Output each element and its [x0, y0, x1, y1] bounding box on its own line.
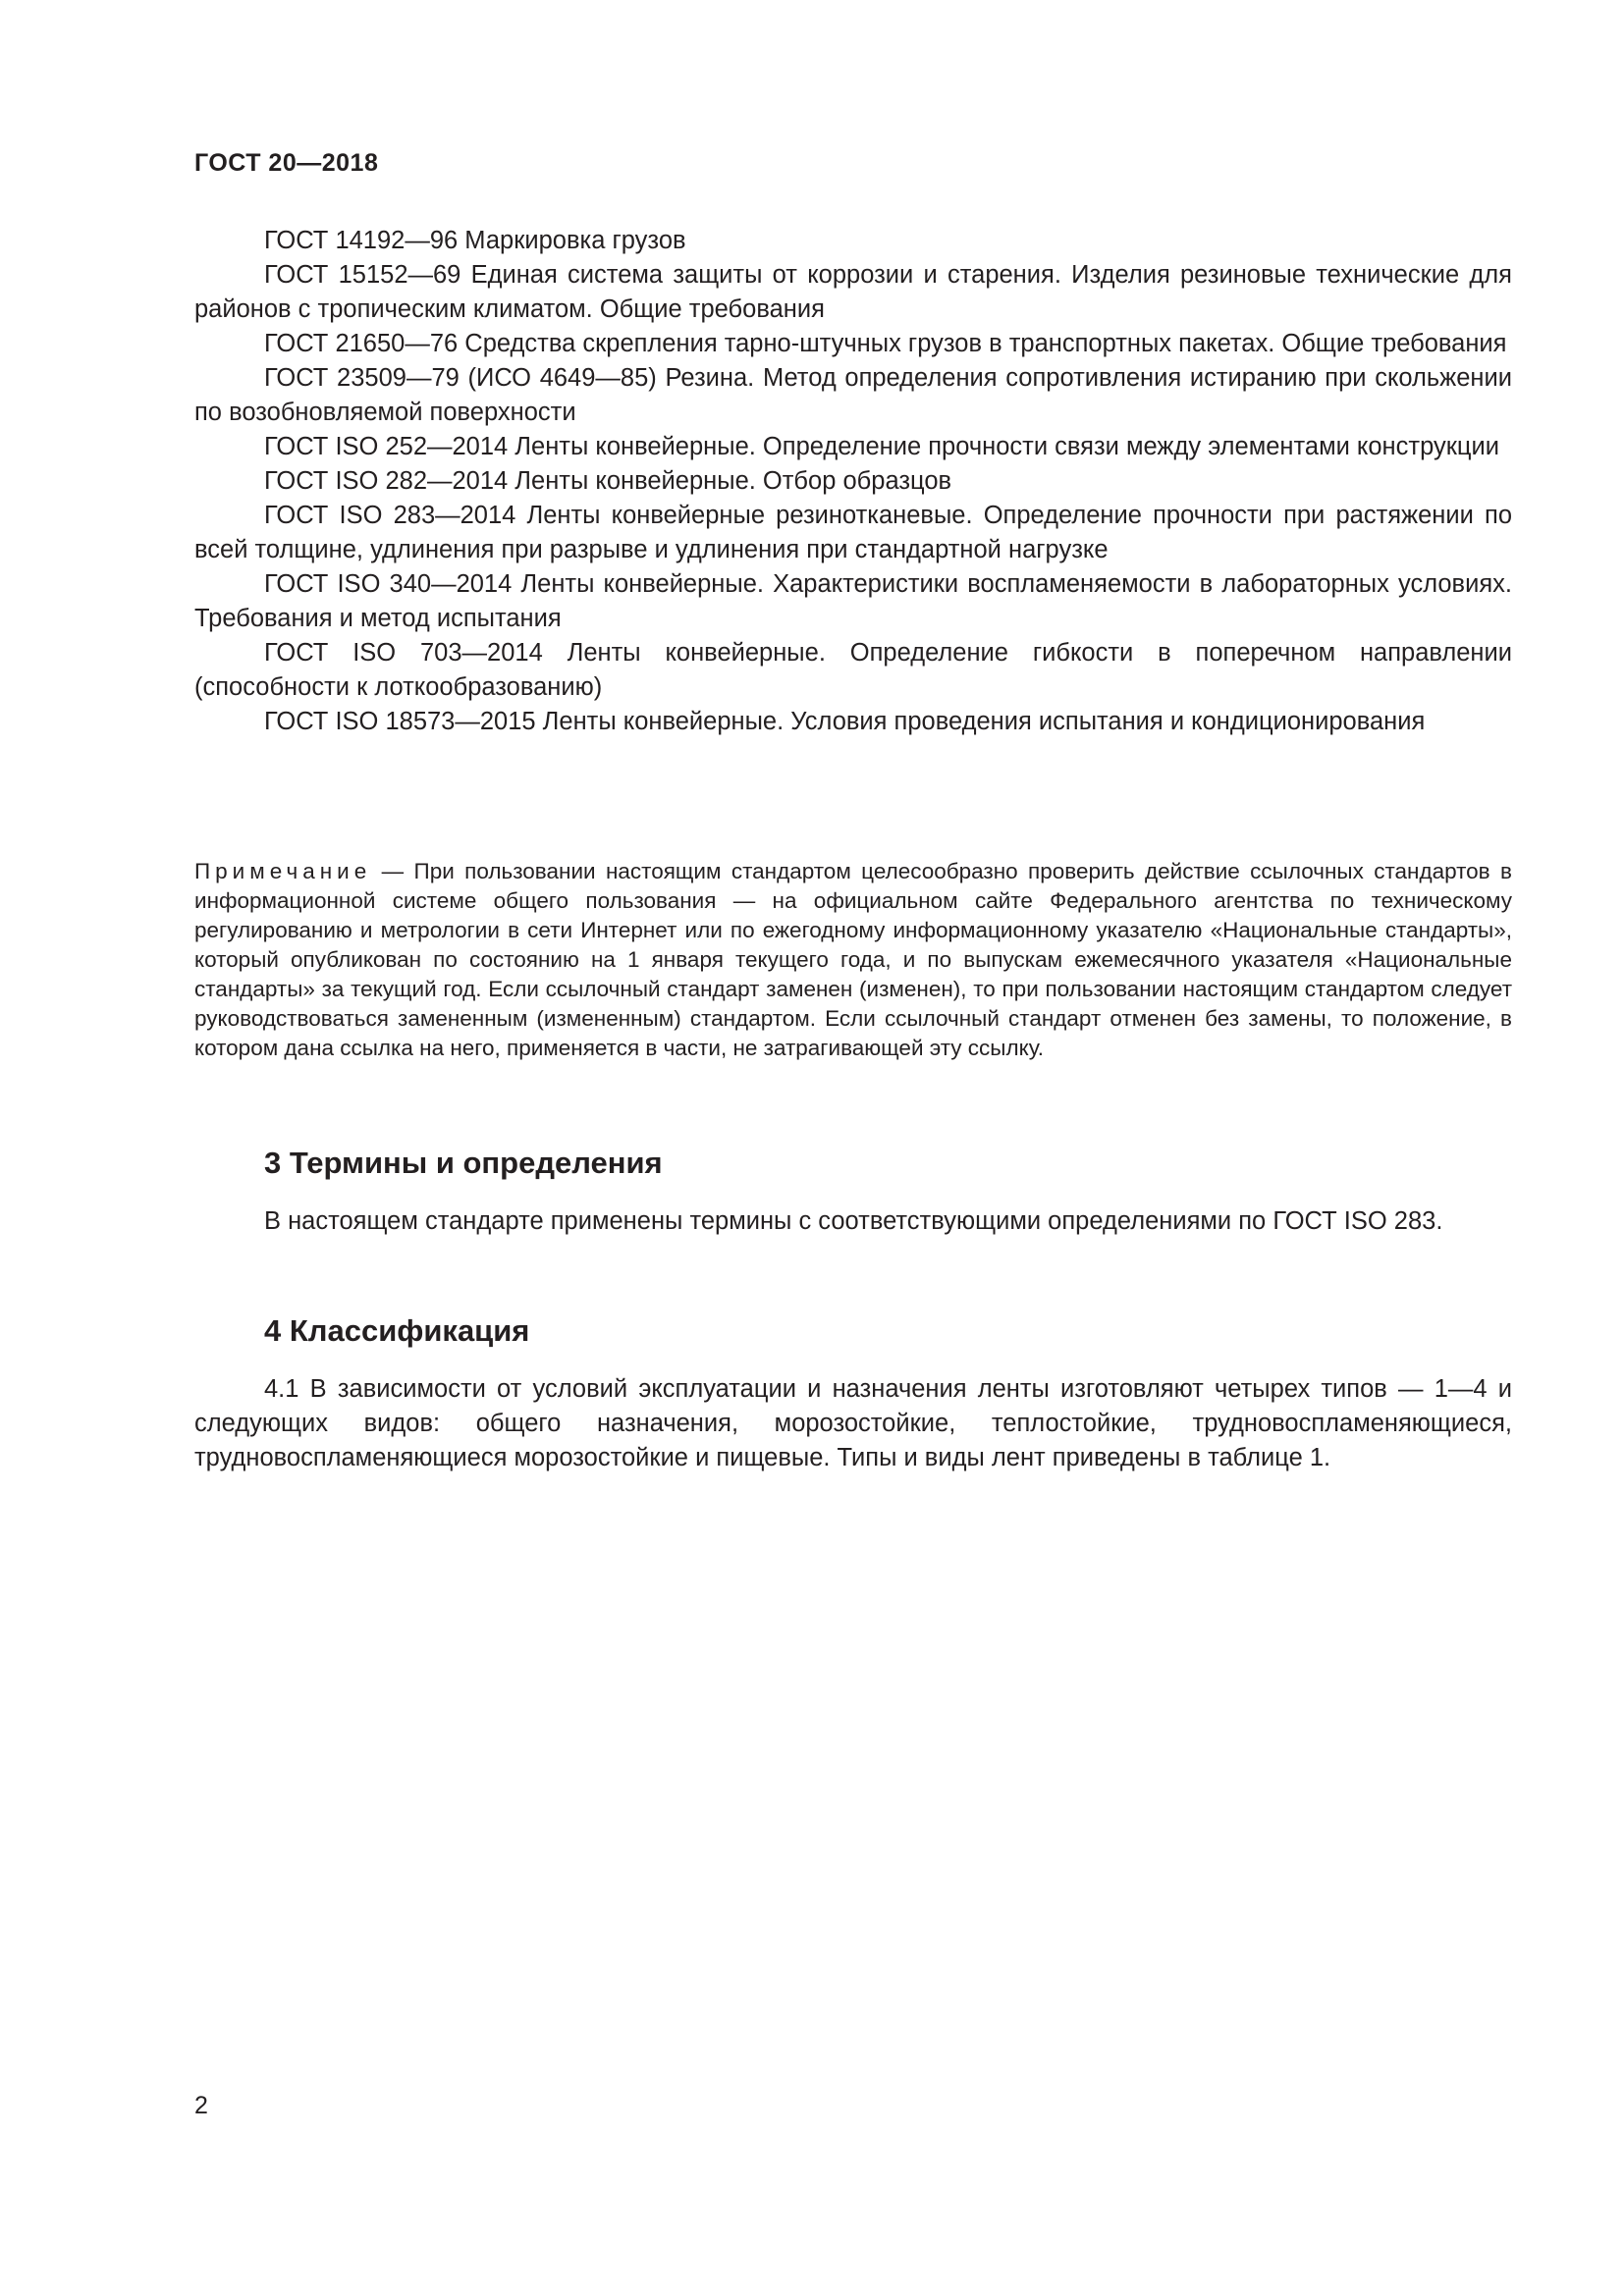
section-3-title: 3 Термины и определения — [264, 1146, 663, 1180]
reference-item: ГОСТ 21650—76 Средства скрепления тарно-штучных грузов в транспортных пакетах. Общие требования — [264, 330, 1507, 357]
reference-item: ГОСТ ISO 18573—2015 Ленты конвейерные. Условия проведения испытания и кондиционирования — [264, 708, 1426, 735]
reference-note — [194, 857, 1512, 1063]
section-3-text: В настоящем стандарте применены термины с соответствующими определениями по ГОСТ ISO 283. — [264, 1207, 1443, 1235]
document-header: ГОСТ 20—2018 — [194, 149, 379, 177]
reference-item: ГОСТ 23509—79 (ИСО 4649—85) Резина. Метод определения сопротивления истиранию при скольжении по возобновляемой поверхности — [194, 364, 1512, 426]
reference-item: ГОСТ ISO 340—2014 Ленты конвейерные. Характеристики воспламеняемости в лабораторных условиях. Требования и метод испытания — [194, 570, 1512, 632]
normative-references-list — [194, 224, 1512, 739]
section-4-title: 4 Классификация — [264, 1313, 530, 1348]
section-4-text: 4.1 В зависимости от условий эксплуатации и назначения ленты изготовляют четырех типов — 1—4 и следующих видов: общего назначения, морозостойкие, теплостойкие, трудновоспламеняющиеся, трудновоспламеняющиеся морозостойкие и пищевые. Типы и виды лент приведены в таблице 1. — [194, 1375, 1512, 1471]
page-number: 2 — [194, 2092, 208, 2119]
note-label: Примечание — [194, 859, 372, 883]
reference-item: ГОСТ 15152—69 Единая система защиты от коррозии и старения. Изделия резиновые технические для районов с тропическим климатом. Общие требования — [194, 261, 1512, 323]
reference-item: ГОСТ ISO 282—2014 Ленты конвейерные. Отбор образцов — [264, 467, 952, 495]
reference-item: ГОСТ 14192—96 Маркировка грузов — [264, 227, 686, 254]
reference-item: ГОСТ ISO 283—2014 Ленты конвейерные резинотканевые. Определение прочности при растяжении по всей толщине, удлинения при разрыве и удлинения при стандартной нагрузке — [194, 502, 1512, 563]
note-text: — При пользовании настоящим стандартом целесообразно проверить действие ссылочных стандартов в информационной системе общего пользования — на официальном сайте Федерального агентства по техническому регулированию и метрологии в сети Интернет или по ежегодному информационному указателю «Национальные стандарты», который опубликован по состоянию на 1 января текущего года, и по выпускам ежемесячного указателя «Национальные стандарты» за текущий год. Если ссылочный стандарт заменен (изменен), то при пользовании настоящим стандартом следует руководствоваться замененным (измененным) стандартом. Если ссылочный стандарт отменен без замены, то положение, в котором дана ссылка на него, применяется в части, не затрагивающей эту ссылку. — [194, 859, 1512, 1060]
reference-item: ГОСТ ISO 703—2014 Ленты конвейерные. Определение гибкости в поперечном направлении (способности к лоткообразованию) — [194, 639, 1512, 701]
reference-item: ГОСТ ISO 252—2014 Ленты конвейерные. Определение прочности связи между элементами конструкции — [264, 433, 1499, 460]
